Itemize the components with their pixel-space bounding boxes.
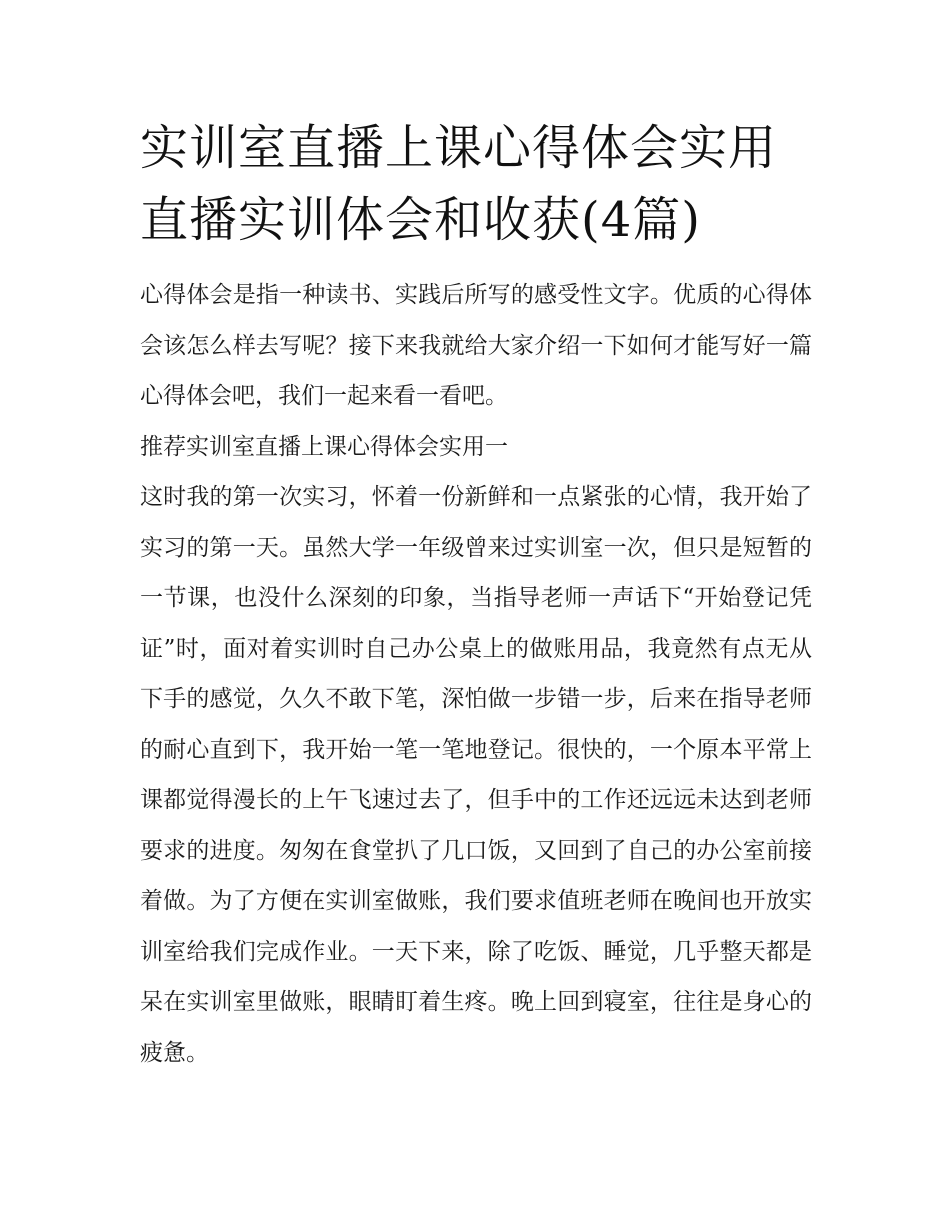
section-heading: 推荐实训室直播上课心得体会实用一	[140, 433, 508, 460]
document-page	[140, 112, 812, 1078]
document-body	[140, 270, 812, 1078]
body-paragraph: 这时我的第一次实习，怀着一份新鲜和一点紧张的心情，我开始了实习的第一天。虽然大学一年级曾来过实训室一次，但只是短暂的一节课，也没什么深刻的印象，当指导老师一声话下“开始登记凭证”时，面对着实训时自己办公桌上的做账用品，我竟然有点无从下手的感觉，久久不敢下笔，深怕做一步错一步，后来在指导老师的耐心直到下，我开始一笔一笔地登记。很快的，一个原本平常上课都觉得漫长的上午飞速过去了，但手中的工作还远远未达到老师要求的进度。匆匆在食堂扒了几口饭，又回到了自己的办公室前接着做。为了方便在实训室做账，我们要求值班老师在晚间也开放实训室给我们完成作业。一天下来，除了吃饭、睡觉，几乎整天都是呆在实训室里做账，眼睛盯着生疼。晚上回到寝室，往往是身心的疲惫。	[140, 484, 812, 1066]
document-title: 实训室直播上课心得体会实用直播实训体会和收获(4篇)	[140, 120, 778, 248]
intro-paragraph: 心得体会是指一种读书、实践后所写的感受性文字。优质的心得体会该怎么样去写呢？接下来我就给大家介绍一下如何才能写好一篇心得体会吧，我们一起来看一看吧。	[140, 282, 812, 409]
